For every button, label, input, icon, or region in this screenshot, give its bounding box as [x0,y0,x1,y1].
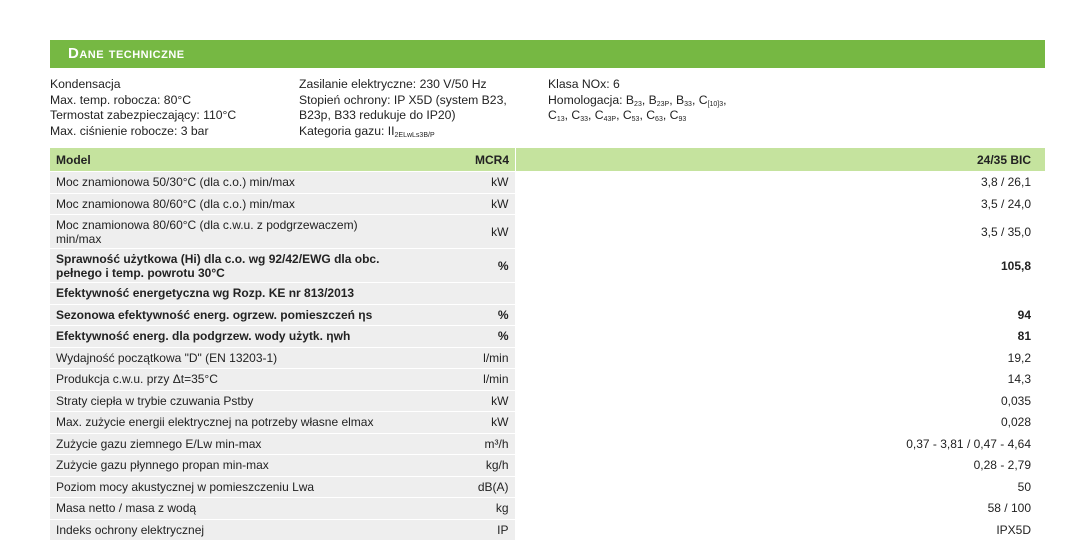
row-label: Efektywność energ. dla podgrzew. wody użytk. ηwh [50,326,388,348]
row-unit: kW [469,215,515,249]
table-row [50,476,1045,498]
row-value: 0,28 - 2,79 [515,455,1045,477]
row-gap [388,433,469,455]
row-value: 50 [515,476,1045,498]
row-label: Sezonowa efektywność energ. ogrzew. pomieszczeń ηs [50,304,388,326]
row-unit: kW [469,172,515,194]
row-gap [388,193,469,215]
table-row [50,433,1045,455]
row-unit: kg [469,498,515,520]
row-unit: % [469,304,515,326]
row-gap [388,455,469,477]
row-unit [469,283,515,305]
row-gap [388,304,469,326]
info-column-1 [50,77,290,139]
row-value: 105,8 [515,249,1045,283]
info-column-3 [548,77,808,124]
row-gap [388,519,469,541]
row-gap [388,326,469,348]
row-value: 19,2 [515,347,1045,369]
row-label: Straty ciepła w trybie czuwania Pstby [50,390,388,412]
homologation-line-2: $C_{13}$, $C_{33}$, $C_{43P}$, $C_{53}$, $C_{63}$, $C_{93}$ [548,108,687,123]
row-value: 0,37 - 3,81 / 0,47 - 4,64 [515,433,1045,455]
row-value: 14,3 [515,369,1045,391]
gas-category: Kategoria gazu: $II_{2ELwLs3B/P}$ [299,123,435,139]
row-label: Wydajność początkowa "D" (EN 13203-1) [50,347,388,369]
row-gap [388,249,469,283]
row-gap [388,283,469,305]
table-row [50,172,1045,194]
row-label: Moc znamionowa 80/60°C (dla c.w.u. z podgrzewaczem) min/max [50,215,388,249]
table-row [50,519,1045,541]
row-label: Produkcja c.w.u. przy Δt=35°C [50,369,388,391]
info-line: Zasilanie elektryczne: 230 V/50 Hz [299,77,487,91]
section-banner: Dane techniczne [50,40,1045,68]
info-line: Kondensacja [50,77,121,91]
row-unit: kW [469,390,515,412]
row-gap [388,390,469,412]
table-row [50,249,1045,283]
row-value: 94 [515,304,1045,326]
table-row [50,390,1045,412]
row-label: Moc znamionowa 50/30°C (dla c.o.) min/max [50,172,388,194]
table-row [50,412,1045,434]
row-gap [388,215,469,249]
row-value: 0,035 [515,390,1045,412]
header-variant: 24/35 BIC [515,148,1045,172]
row-label: Sprawność użytkowa (Hi) dla c.o. wg 92/42/EWG dla obc. pełnego i temp. powrotu 30°C [50,249,388,283]
row-label: Efektywność energetyczna wg Rozp. KE nr 813/2013 [50,283,388,305]
row-unit: % [469,249,515,283]
table-row [50,215,1045,249]
row-label: Masa netto / masa z wodą [50,498,388,520]
row-value: 3,8 / 26,1 [515,172,1045,194]
row-gap [388,369,469,391]
table-row [50,369,1045,391]
table-row [50,283,1045,305]
row-value: 3,5 / 24,0 [515,193,1045,215]
header-series: MCR4 [469,148,515,172]
row-unit: m³/h [469,433,515,455]
row-gap [388,412,469,434]
row-label: Indeks ochrony elektrycznej [50,519,388,541]
row-unit: kW [469,412,515,434]
table-row [50,304,1045,326]
row-label: Poziom mocy akustycznej w pomieszczeniu Lwa [50,476,388,498]
header-model: Model [50,148,388,172]
info-column-2 [299,77,539,139]
row-value: 3,5 / 35,0 [515,215,1045,249]
row-unit: l/min [469,347,515,369]
row-gap [388,498,469,520]
row-value [515,283,1045,305]
row-unit: kW [469,193,515,215]
info-line: Termostat zabezpieczający: 110°C [50,108,237,122]
row-unit: % [469,326,515,348]
row-unit: dB(A) [469,476,515,498]
general-info [50,77,1045,147]
table-row [50,498,1045,520]
info-line: B23p, B33 redukuje do IP20) [299,108,456,122]
table-row [50,455,1045,477]
info-line: Max. ciśnienie robocze: 3 bar [50,123,209,138]
nox-class: Klasa NOx: 6 [548,77,620,91]
row-unit: kg/h [469,455,515,477]
table-header-row [50,148,1045,172]
row-label: Max. zużycie energii elektrycznej na potrzeby własne elmax [50,412,388,434]
row-value: 0,028 [515,412,1045,434]
row-label: Moc znamionowa 80/60°C (dla c.o.) min/max [50,193,388,215]
row-label: Zużycie gazu ziemnego E/Lw min-max [50,433,388,455]
table-row [50,347,1045,369]
table-row [50,193,1045,215]
row-gap [388,347,469,369]
row-label: Zużycie gazu płynnego propan min-max [50,455,388,477]
row-value: 58 / 100 [515,498,1045,520]
row-unit: IP [469,519,515,541]
info-line: Max. temp. robocza: 80°C [50,92,192,107]
table-row [50,326,1045,348]
spec-table [50,148,1045,541]
row-unit: l/min [469,369,515,391]
info-line: Stopień ochrony: IP X5D (system B23, [299,92,507,107]
row-gap [388,172,469,194]
homologation-line-1: Homologacja: $B_{23}$, $B_{23P}$, $B_{33}$, $C_{[10]3}$, [548,92,727,108]
row-value: 81 [515,326,1045,348]
row-value: IPX5D [515,519,1045,541]
row-gap [388,476,469,498]
